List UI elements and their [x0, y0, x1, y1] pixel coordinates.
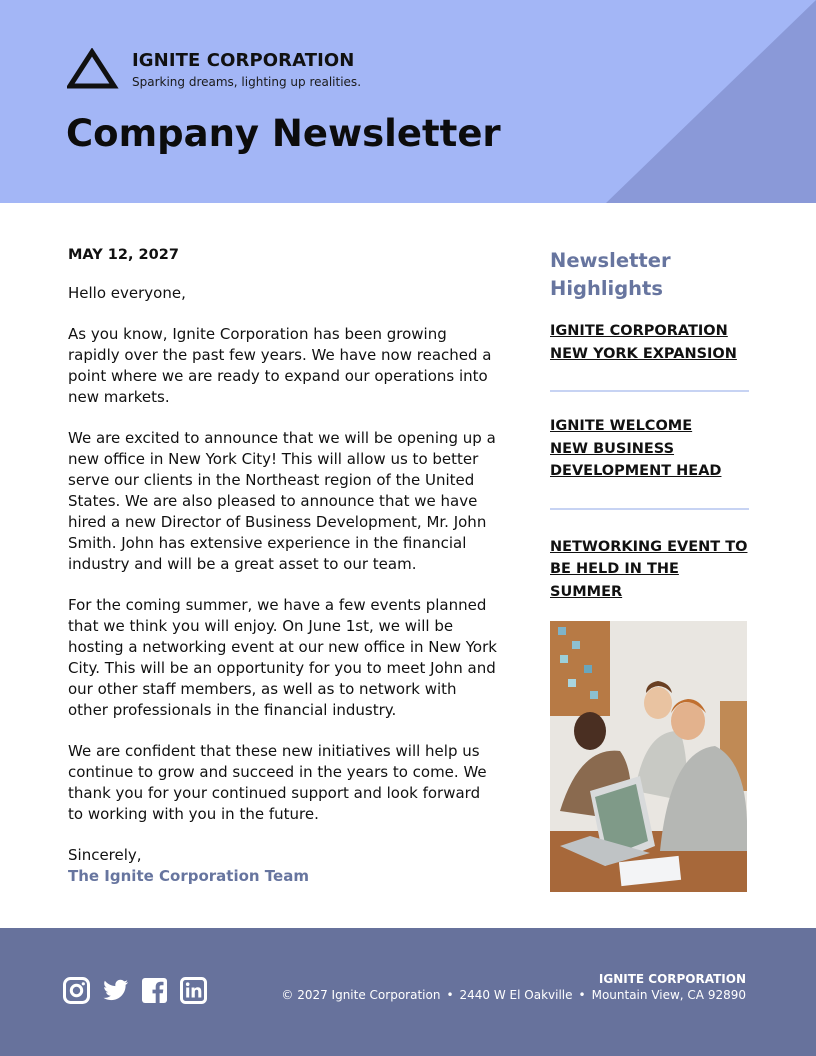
page-title: Company Newsletter — [66, 112, 501, 155]
highlight-link[interactable] — [550, 536, 750, 604]
body-paragraph: We are confident that these new initiatives will help us continue to grow and succeed in the years to come. We thank you for your continued support and look forward to working with you in the future. — [68, 742, 487, 823]
sidebar — [550, 247, 750, 603]
highlight-line: IGNITE WELCOME — [550, 418, 693, 434]
separator-dot: • — [578, 988, 586, 1002]
highlight-line: BE HELD IN THE SUMMER — [550, 561, 679, 600]
highlight-line: IGNITE CORPORATION — [550, 323, 728, 339]
greeting: Hello everyone, — [68, 284, 186, 302]
triangle-logo-icon — [67, 48, 119, 90]
body-paragraph: For the coming summer, we have a few events planned that we think you will enjoy. On June 1st, we will be hosting a networking event at our new office in New York City. This will be an opportunity for you to meet John and our other staff members, as well as to network with other professionals in the financial industry. — [68, 596, 497, 719]
highlight-link[interactable] — [550, 415, 750, 483]
instagram-icon[interactable] — [63, 977, 90, 1004]
twitter-icon[interactable] — [102, 977, 129, 1004]
sidebar-title-text: Newsletter Highlights — [550, 249, 671, 300]
body-paragraph: As you know, Ignite Corporation has been growing rapidly over the past few years. We have now reached a point where we are ready to expand our operations into new markets. — [68, 325, 492, 406]
newsletter-date: MAY 12, 2027 — [68, 247, 179, 263]
footer-street: 2440 W El Oakville — [459, 988, 573, 1002]
brand-tagline: Sparking dreams, lighting up realities. — [132, 75, 362, 89]
facebook-icon[interactable] — [141, 977, 168, 1004]
sidebar-title — [550, 247, 750, 303]
newsletter-body — [68, 247, 498, 887]
highlight-link[interactable] — [550, 320, 750, 365]
separator-dot: • — [446, 988, 454, 1002]
brand-name: IGNITE CORPORATION — [132, 50, 355, 71]
divider — [550, 390, 749, 392]
divider — [550, 508, 749, 510]
linkedin-icon[interactable] — [180, 977, 207, 1004]
team-meeting-photo — [550, 621, 747, 892]
signoff: Sincerely, — [68, 846, 142, 864]
highlight-line: NEW BUSINESS — [550, 440, 675, 457]
team-signature: The Ignite Corporation Team — [68, 867, 309, 885]
highlight-line: DEVELOPMENT HEAD — [550, 463, 722, 479]
footer-address — [281, 988, 746, 1002]
highlight-line: NETWORKING EVENT TO — [550, 538, 748, 555]
highlight-line: NEW YORK EXPANSION — [550, 345, 737, 362]
footer-company-name: IGNITE CORPORATION — [598, 972, 746, 986]
footer-copyright: © 2027 Ignite Corporation — [281, 988, 441, 1002]
header-banner — [0, 0, 816, 203]
footer-city: Mountain View, CA 92890 — [591, 988, 746, 1002]
body-paragraph: We are excited to announce that we will be opening up a new office in New York City! This will allow us to better serve our clients in the Northeast region of the United States. We are also pleased to announce that we have hired a new Director of Business Development, Mr. John Smith. John has extensive experience in the financial industry and will be a great asset to our team. — [68, 429, 496, 573]
header-diagonal-shape — [606, 0, 816, 203]
social-links — [63, 977, 207, 1004]
